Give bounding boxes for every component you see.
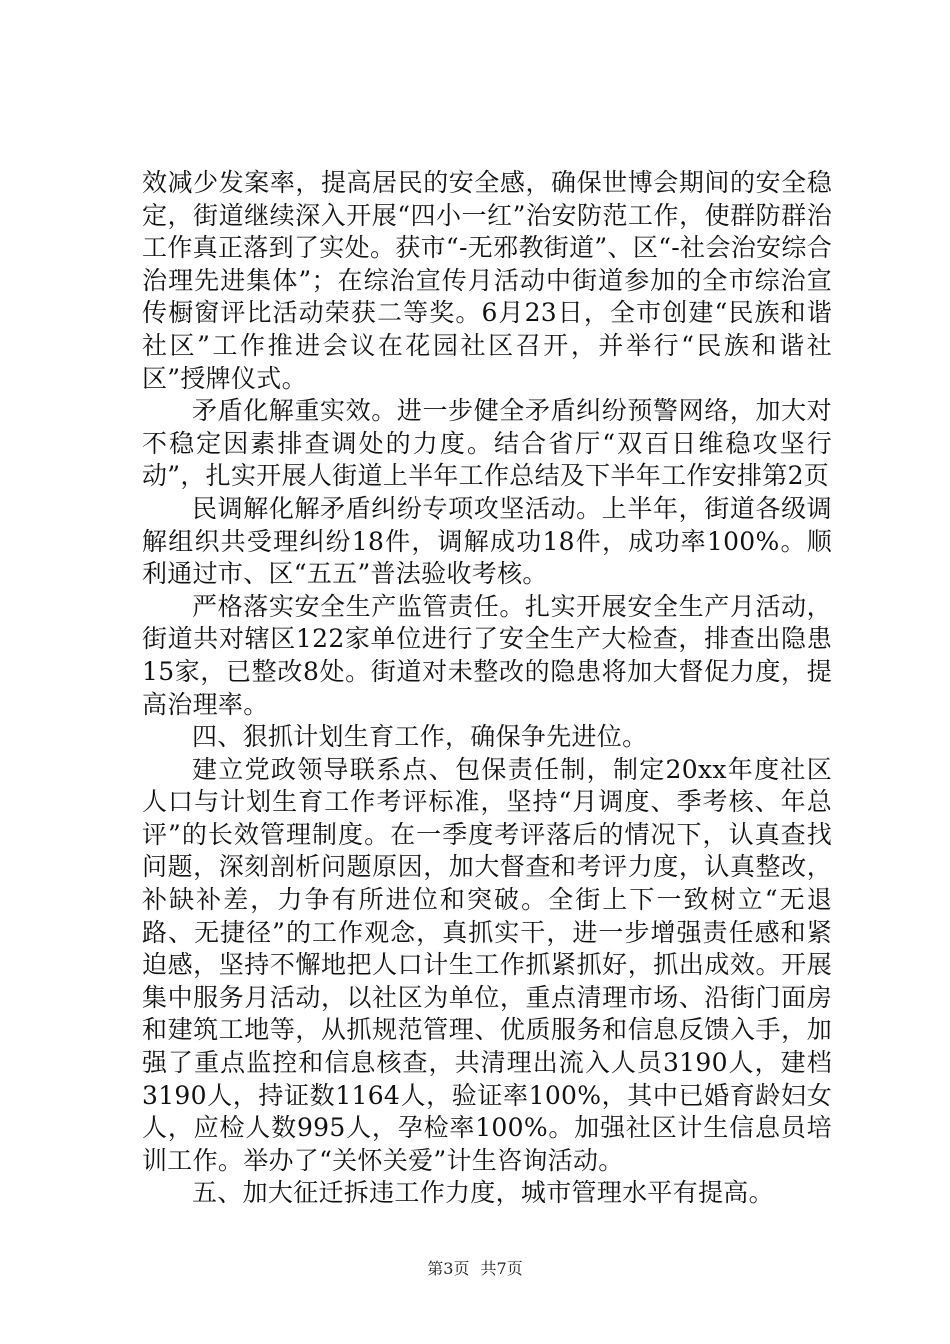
paragraph-conflict-resolution: 矛盾化解重实效。进一步健全矛盾纠纷预警网络，加大对不稳定因素排查调处的力度。结合省厅“双百日维稳攻坚行动”，扎实开展人街道上半年工作总结及下半年工作安排第2页 xyxy=(142,396,832,491)
document-body xyxy=(142,167,832,1210)
paragraph-security-continuation: 效减少发案率，提高居民的安全感，确保世博会期间的安全稳定，街道继续深入开展“四小一红”治安防范工作，使群防群治工作真正落到了实处。获市“-无邪教街道”、区“-社会治安综合治理先进集体”；在综治宣传月活动中街道参加的全市综治宣传橱窗评比活动荣获二等奖。6月23日，全市创建“民族和谐社区”工作推进会议在花园社区召开，并举行“民族和谐社区”授牌仪式。 xyxy=(142,168,832,393)
paragraph-mediation: 民调解化解矛盾纠纷专项攻坚活动。上半年，街道各级调解组织共受理纠纷18件，调解成功18件，成功率100%。顺利通过市、区“五五”普法验收考核。 xyxy=(142,493,832,589)
page-number-total: 共7页 xyxy=(480,1259,523,1278)
page-footer xyxy=(0,1259,950,1279)
section-heading-family-planning: 四、狠抓计划生育工作，确保争先进位。 xyxy=(192,722,648,752)
page-number-current: 第3页 xyxy=(427,1259,470,1278)
paragraph-safety-production: 严格落实安全生产监管责任。扎实开展安全生产月活动，街道共对辖区122家单位进行了安全生产大检查，排查出隐患15家，已整改8处。街道对未整改的隐患将加大督促力度，提高治理率。 xyxy=(142,591,832,719)
section-heading-urban-management: 五、加大征迁拆违工作力度，城市管理水平有提高。 xyxy=(192,1178,774,1208)
paragraph-family-planning: 建立党政领导联系点、包保责任制，制定20xx年度社区人口与计划生育工作考评标准，坚持“月调度、季考核、年总评”的长效管理制度。在一季度考评落后的情况下，认真查找问题，深刻剖析问题原因，加大督查和考评力度，认真整改，补缺补差，力争有所进位和突破。全街上下一致树立“无退路、无捷径”的工作观念，真抓实干，进一步增强责任感和紧迫感，坚持不懈地把人口计生工作抓紧抓好，抓出成效。开展集中服务月活动，以社区为单位，重点清理市场、沿街门面房和建筑工地等，从抓规范管理、优质服务和信息反馈入手，加强了重点监控和信息核查，共清理出流入人员3190人，建档3190人，持证数1164人，验证率100%，其中已婚育龄妇女人，应检人数995人，孕检率100%。加强社区计生信息员培训工作。举办了“关怀关爱”计生咨询活动。 xyxy=(142,754,832,1175)
